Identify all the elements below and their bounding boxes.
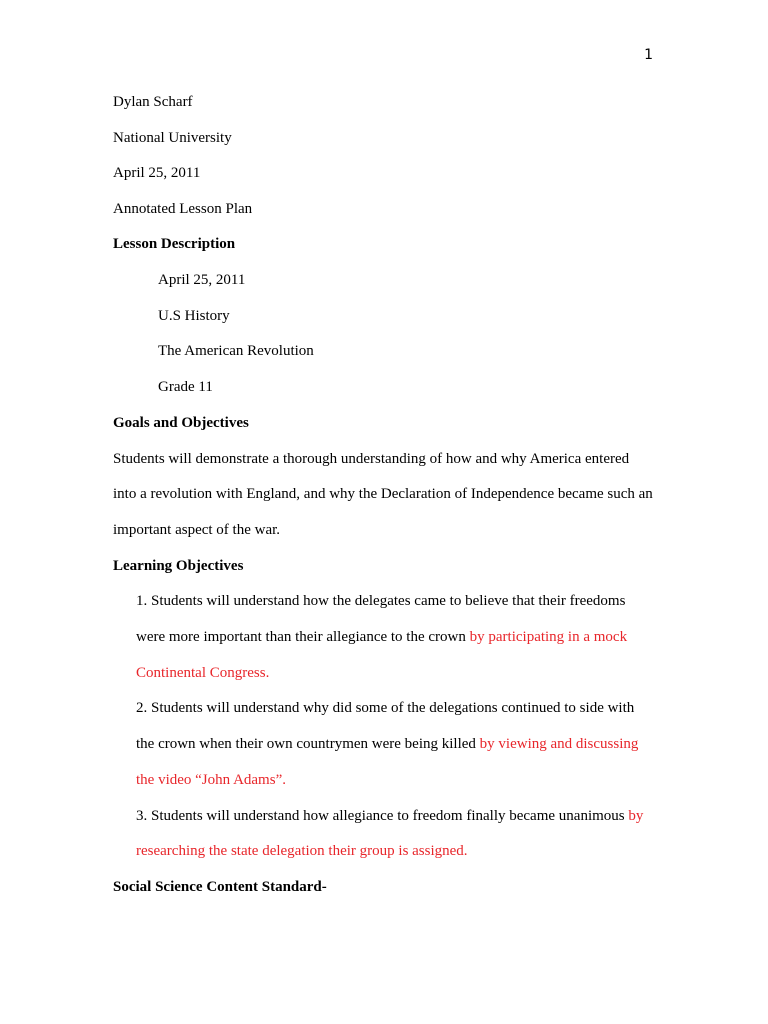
objective-3-line	[136, 807, 643, 825]
page-number: 1	[644, 47, 653, 63]
objective-annotation: researching the state delegation their group is assigned.	[136, 843, 468, 859]
goals-text-line: Students will demonstrate a thorough understanding of how and why America entered	[113, 451, 630, 467]
objective-annotation: by participating in a mock	[469, 629, 628, 645]
lesson-date: April 25, 2011	[158, 272, 246, 288]
institution: National University	[113, 130, 232, 146]
objective-text: were more important than their allegiance to the crown	[136, 629, 470, 645]
objective-1-line	[136, 628, 627, 646]
objective-1-line: 1. Students will understand how the delegates came to believe that their freedoms	[136, 593, 626, 609]
objective-annotation: the video “John Adams”.	[136, 772, 286, 788]
lesson-subject: U.S History	[158, 308, 230, 324]
objective-text: 3. Students will understand how allegiance to freedom finally became unanimous	[136, 808, 629, 824]
objective-annotation: by	[628, 808, 644, 824]
goals-text-line: into a revolution with England, and why the Declaration of Independence became such an	[113, 486, 653, 502]
document-title: Annotated Lesson Plan	[113, 201, 253, 217]
lesson-description-heading: Lesson Description	[113, 236, 236, 252]
document-date: April 25, 2011	[113, 165, 201, 181]
author-name: Dylan Scharf	[113, 94, 193, 110]
objective-2-line	[136, 735, 638, 753]
lesson-grade: Grade 11	[158, 379, 213, 395]
learning-objectives-heading: Learning Objectives	[113, 558, 244, 574]
objective-annotation: Continental Congress.	[136, 665, 270, 681]
goals-heading: Goals and Objectives	[113, 415, 249, 431]
objective-annotation: by viewing and discussing	[479, 736, 639, 752]
goals-text-line: important aspect of the war.	[113, 522, 281, 538]
standard-heading: Social Science Content Standard-	[113, 879, 327, 895]
lesson-topic: The American Revolution	[158, 343, 314, 359]
objective-text: the crown when their own countrymen were being killed	[136, 736, 480, 752]
objective-2-line: 2. Students will understand why did some of the delegations continued to side with	[136, 700, 635, 716]
